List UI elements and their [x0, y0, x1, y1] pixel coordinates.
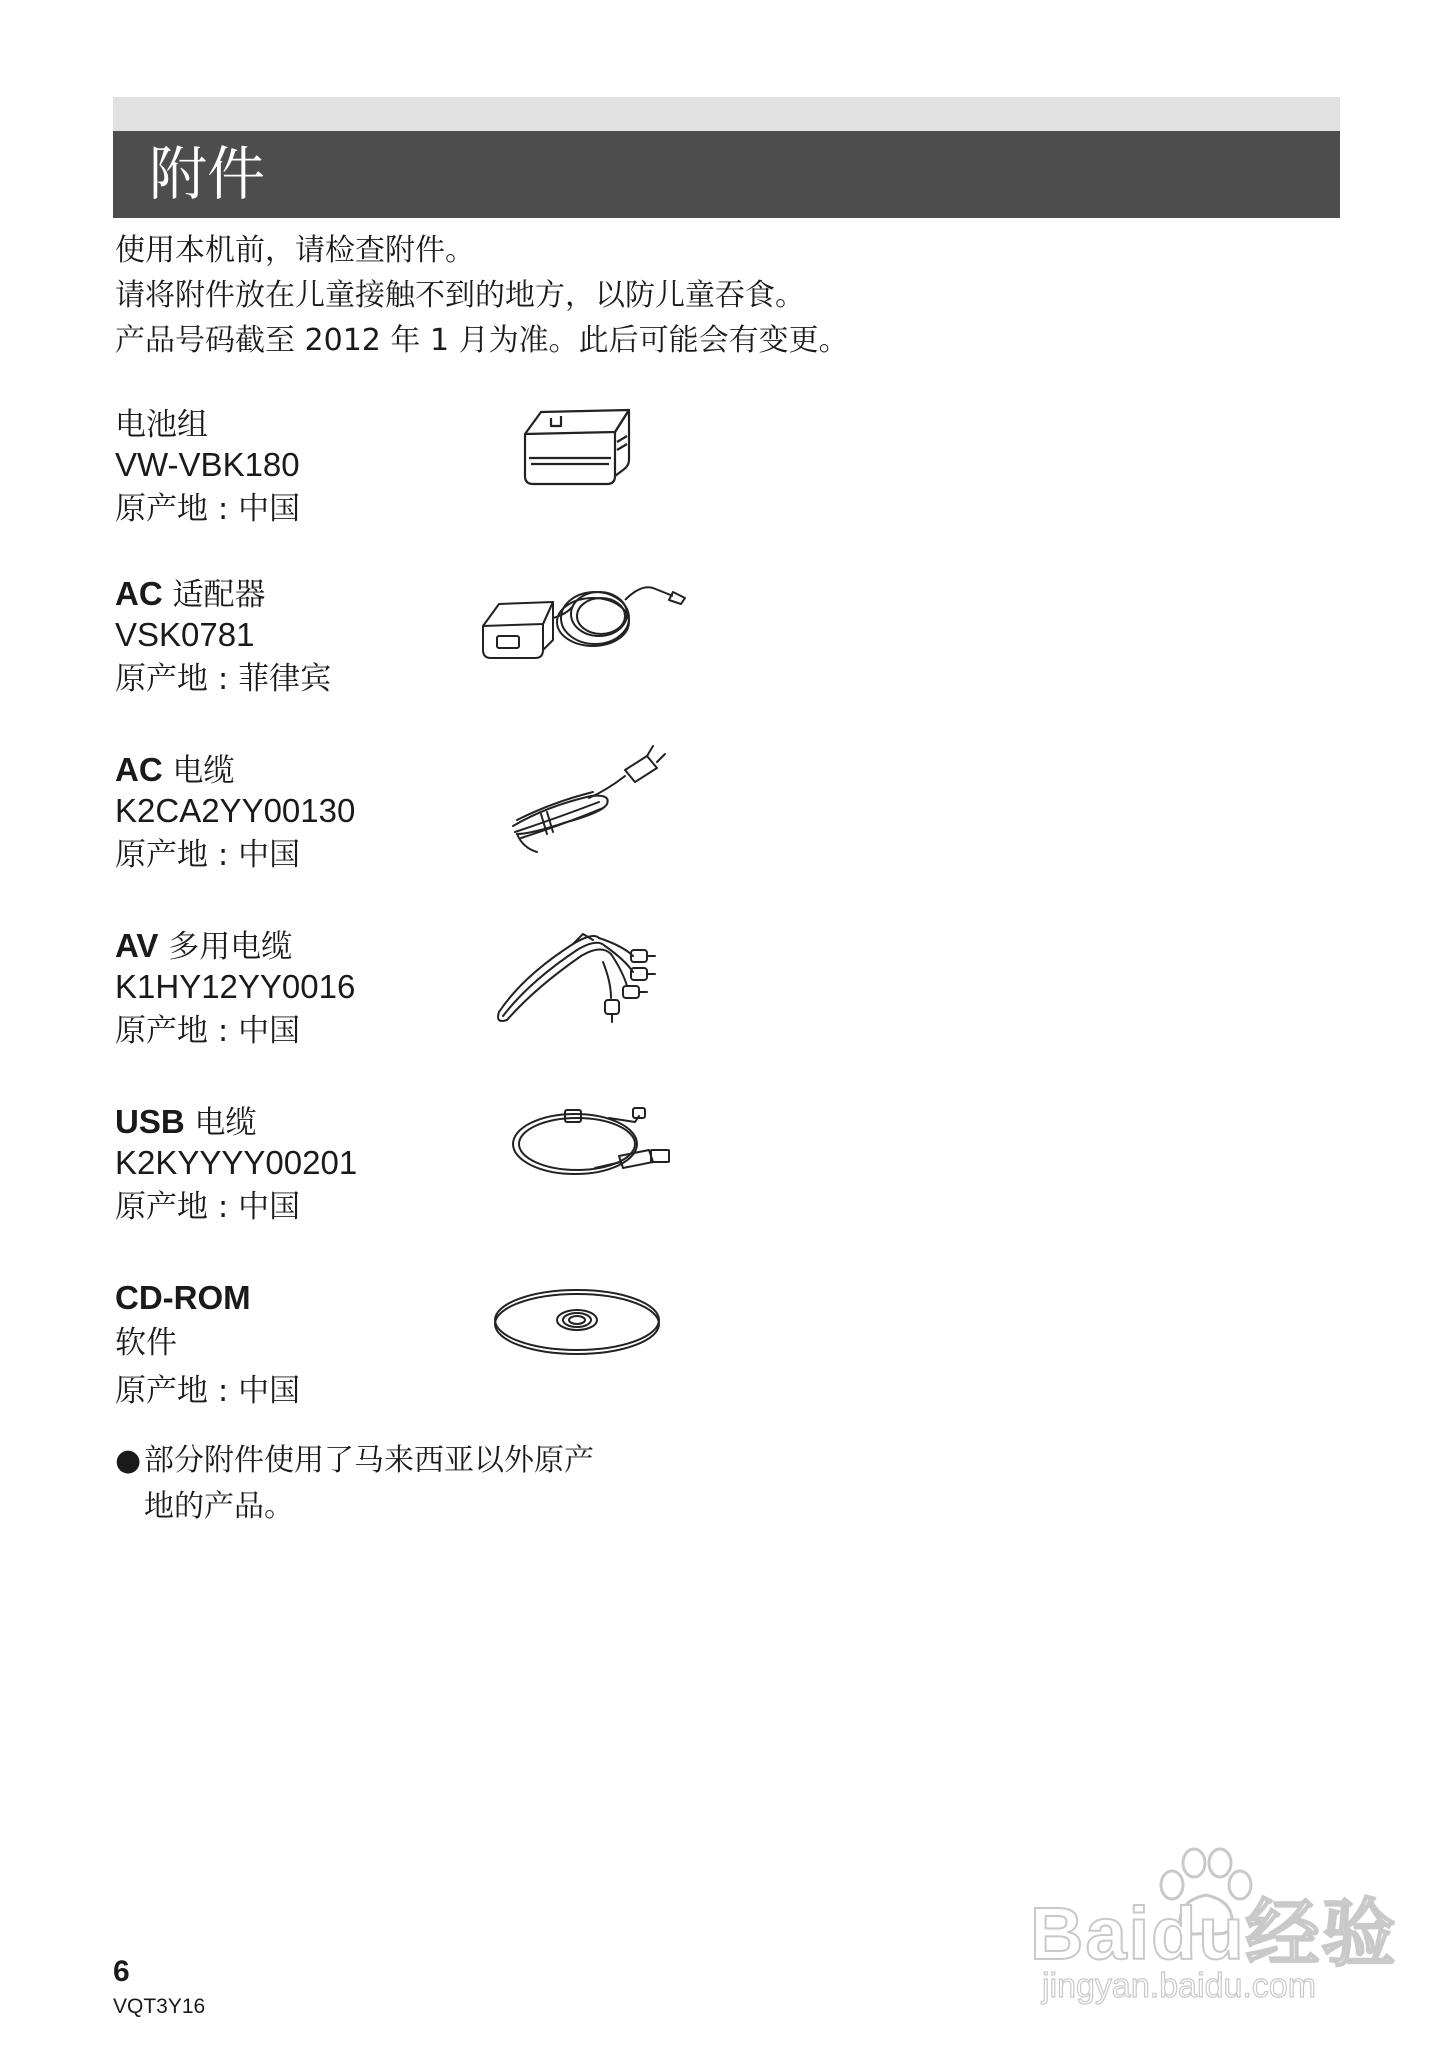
watermark-brand: Baidu经验 [1030, 1892, 1398, 1975]
item-part-number: K2KYYYY00201 [115, 1144, 358, 1181]
bullet-icon: ● [115, 1443, 142, 1478]
accessory-item-cd-rom [115, 1278, 675, 1428]
intro-text [115, 228, 849, 363]
ac-adaptor-icon [477, 566, 687, 676]
accessory-item-av-cable [115, 926, 675, 1076]
battery-pack-icon [515, 402, 645, 492]
document-code: VQT3Y16 [113, 1995, 206, 2018]
intro-line: 请将附件放在儿童接触不到的地方，以防儿童吞食。 [115, 278, 805, 313]
item-part-number: VSK0781 [115, 616, 255, 653]
usb-cable-icon [505, 1098, 675, 1198]
av-multi-cable-icon [493, 916, 663, 1036]
accessory-item-usb-cable [115, 1102, 675, 1252]
item-part-number: VW-VBK180 [115, 446, 300, 483]
item-name: 电池组 [115, 407, 208, 443]
item-part-number: K1HY12YY0016 [115, 968, 356, 1005]
footnote [115, 1438, 594, 1530]
item-name: AV 多用电缆 [115, 927, 293, 965]
item-part-number: 软件 [115, 1325, 177, 1361]
header-top-stripe [113, 97, 1340, 131]
accessory-item-ac-cable [115, 750, 675, 900]
item-origin: 原产地 : 菲律宾 [115, 661, 332, 697]
note-line: 部分附件使用了马来西亚以外原产 [144, 1443, 594, 1478]
item-origin: 原产地 : 中国 [115, 1373, 301, 1409]
ac-cable-icon [507, 742, 667, 862]
page-number: 6 [113, 1955, 130, 1988]
section-header [113, 97, 1340, 218]
item-name: CD-ROM [115, 1279, 251, 1316]
intro-line: 产品号码截至 2012 年 1 月为准。此后可能会有变更。 [115, 323, 849, 358]
item-name: AC 适配器 [115, 575, 266, 613]
accessory-item-battery [115, 404, 675, 554]
item-origin: 原产地 : 中国 [115, 1189, 301, 1225]
accessory-item-ac-adaptor [115, 574, 675, 724]
item-name: AC 电缆 [115, 751, 235, 789]
item-name: USB 电缆 [115, 1103, 257, 1141]
item-origin: 原产地 : 中国 [115, 837, 301, 873]
cd-rom-icon [491, 1286, 663, 1358]
item-origin: 原产地 : 中国 [115, 491, 301, 527]
note-line: 地的产品。 [144, 1489, 294, 1524]
item-part-number: K2CA2YY00130 [115, 792, 356, 829]
intro-line: 使用本机前，请检查附件。 [115, 233, 475, 268]
watermark-url: jingyan.baidu.com [1042, 1967, 1317, 2005]
item-origin: 原产地 : 中国 [115, 1013, 301, 1049]
watermark [1030, 1845, 1398, 2015]
page-title: 附件 [113, 131, 1340, 218]
